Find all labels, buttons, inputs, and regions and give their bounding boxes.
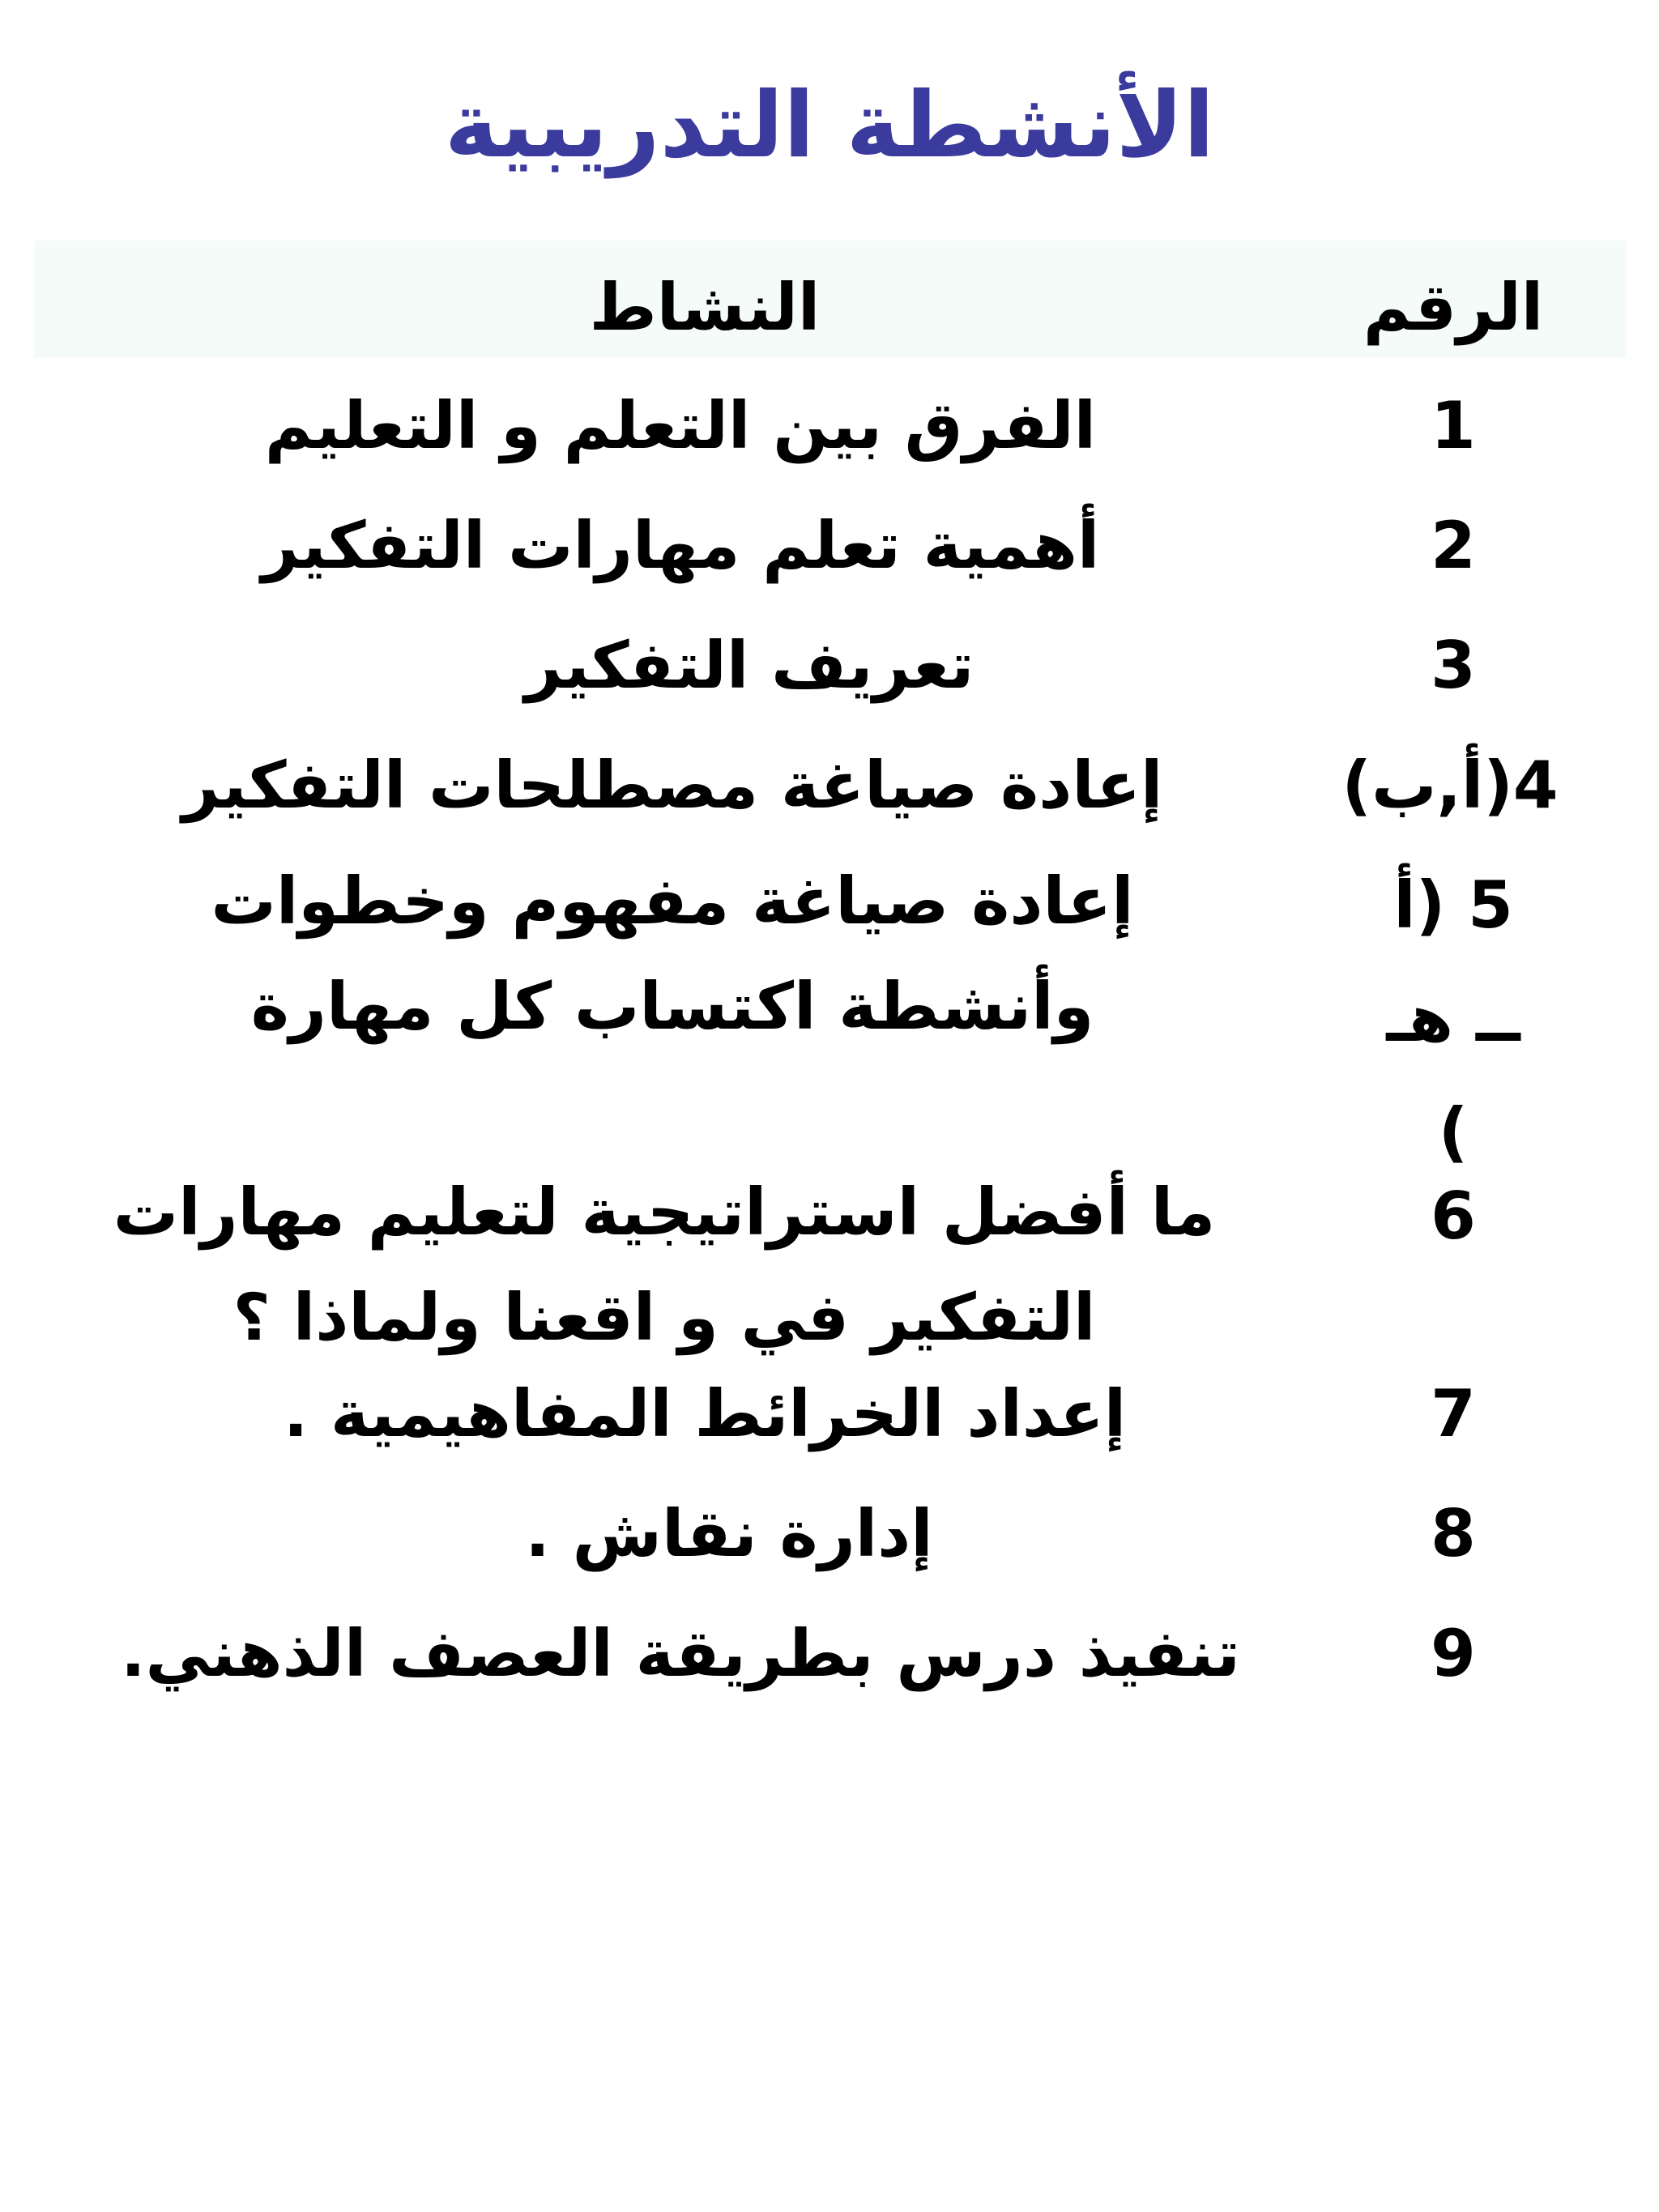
row-activity: إعادة صياغة مفهوم وخطوات وأنشطة اكتساب كل مهارة: [211, 863, 1134, 1044]
row-activity: إعداد الخرائط المفاهيمية .: [283, 1376, 1127, 1451]
row-number: 7: [1431, 1376, 1476, 1451]
row-number: 6: [1431, 1178, 1476, 1254]
row-activity: ما أفضل استراتيجية لتعليم مهارات التفكير في و اقعنا ولماذا ؟: [113, 1174, 1216, 1355]
row-activity: الفرق بين التعلم و التعليم: [264, 388, 1097, 463]
page-title: الأنشطة التدريبية: [444, 73, 1215, 178]
row-number: 4(أ,ب): [1341, 748, 1559, 823]
row-number: 8: [1431, 1496, 1476, 1571]
row-activity: إدارة نقاش .: [525, 1496, 933, 1571]
row-activity: تنفيذ درس بطريقة العصف الذهني.: [121, 1616, 1240, 1691]
row-activity: تعريف التفكير: [524, 628, 975, 703]
row-number: 2: [1431, 508, 1476, 583]
header-number: الرقم: [1363, 270, 1544, 345]
row-activity: إعادة صياغة مصطلحات التفكير: [181, 748, 1163, 823]
row-number: 1: [1431, 388, 1476, 463]
row-number: 3: [1431, 628, 1476, 703]
header-activity: النشاط: [589, 270, 821, 345]
row-number: 5 (أ ــ هـ ): [1386, 867, 1520, 1170]
row-activity: أهمية تعلم مهارات التفكير: [261, 508, 1100, 583]
row-number: 9: [1431, 1616, 1476, 1691]
